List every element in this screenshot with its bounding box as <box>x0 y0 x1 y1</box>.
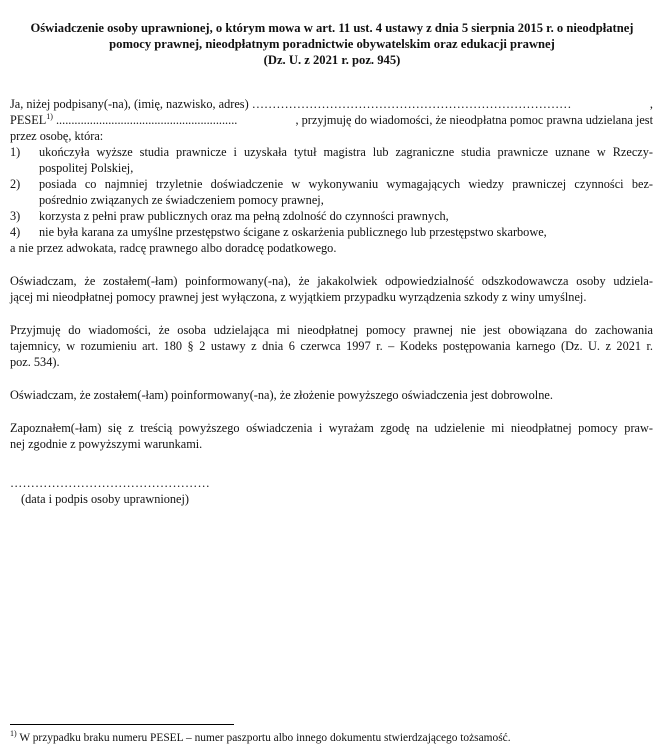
intro-line-3: przez osobę, która: <box>10 129 104 143</box>
liability-paragraph <box>10 273 653 305</box>
condition-line: nie była karana za umyślne przestępstwo ścigane z oskarżenia publicznego lub przestępstwo skarbowe, <box>39 225 547 239</box>
condition-line: pośrednio związanych ze świadczeniem pomocy prawnej, <box>39 193 324 207</box>
condition-text <box>39 144 653 176</box>
footnote-separator <box>10 724 234 725</box>
condition-text <box>39 208 653 224</box>
conditions-tail: a nie przez adwokata, radcę prawnego albo doradcę podatkowego. <box>10 241 337 255</box>
footnote-text: W przypadku braku numeru PESEL – numer paszportu albo innego dokumentu stwierdzającego tożsamość. <box>16 732 511 744</box>
condition-line: korzysta z pełni praw publicznych oraz ma pełną zdolność do czynności prawnych, <box>39 209 449 223</box>
pesel-rest: , przyjmuję do wiadomości, że nieodpłatna pomoc prawna udzielana jest <box>295 113 653 127</box>
condition-item <box>10 208 653 224</box>
signature-dots: ………………………………………… <box>10 476 210 490</box>
paragraph-gap <box>10 305 653 322</box>
paragraph-line: Oświadczam, że zostałem(-łam) poinformowany(-na), że złożenie powyższego oświadczenia jest dobrowolne. <box>10 388 553 402</box>
condition-line: posiada co najmniej trzyletnie doświadczenie w wykonywaniu wymagających wiedzy prawniczej czynności bez- <box>39 177 653 191</box>
condition-text <box>39 224 653 240</box>
confidentiality-paragraph <box>10 322 653 370</box>
signature-caption: (data i podpis osoby uprawnionej) <box>21 492 190 506</box>
paragraph-gap <box>10 256 653 273</box>
paragraph-line: tajemnicy, w rozumieniu art. 180 § 2 ustawy z dnia 6 czerwca 1997 r. – Kodeks postępowania karnego (Dz. U. z 2021 r. <box>10 339 653 353</box>
pesel-dots: ........................................................... <box>55 113 238 127</box>
paragraph-line: nej zgodnie z powyższymi warunkami. <box>10 437 203 451</box>
condition-item <box>10 176 653 208</box>
condition-line: ukończyła wyższe studia prawnicze i uzyskała tytuł magistra lub zagraniczne studia prawnicze uznane w Rzeczy- <box>39 145 653 159</box>
consent-paragraph <box>10 420 653 452</box>
paragraph-line: Oświadczam, że zostałem(-łam) poinformowany(-na), że jakakolwiek odpowiedzialność odszkodowawcza osoby udziela- <box>10 274 653 288</box>
document-body <box>10 96 653 452</box>
paragraph-gap <box>10 370 653 387</box>
footnote-marker: 1) <box>10 729 17 739</box>
paragraph-line: poz. 534). <box>10 355 60 369</box>
condition-number: 2) <box>10 177 21 191</box>
pesel-footnote-ref: 1) <box>46 111 53 121</box>
condition-text <box>39 176 653 208</box>
paragraph-gap <box>10 403 653 420</box>
document-title <box>14 20 650 68</box>
signature-block <box>10 475 210 507</box>
voluntary-paragraph <box>10 387 653 403</box>
declarant-line <box>10 96 653 112</box>
title-line-2: pomocy prawnej, nieodpłatnym poradnictwie obywatelskim oraz edukacji prawnej <box>109 37 555 51</box>
pesel-label: PESEL <box>10 113 47 127</box>
condition-line: pospolitej Polskiej, <box>39 161 134 175</box>
declarant-text: Ja, niżej podpisany(-na), (imię, nazwisko, adres) …………………………………………………………………… <box>10 97 572 111</box>
condition-number: 3) <box>10 209 21 223</box>
paragraph-line: Przyjmuję do wiadomości, że osoba udzielająca mi nieodpłatnej pomocy prawnej nie jest obowiązana do zachowania <box>10 323 653 337</box>
condition-item <box>10 144 653 176</box>
title-line-3: (Dz. U. z 2021 r. poz. 945) <box>263 53 401 67</box>
condition-item <box>10 224 653 240</box>
condition-number: 1) <box>10 145 21 159</box>
pesel-label-group <box>10 112 237 128</box>
pesel-line <box>10 112 653 128</box>
footnote <box>10 731 650 745</box>
condition-number: 4) <box>10 225 21 239</box>
conditions-list <box>10 144 653 240</box>
title-line-1: Oświadczenie osoby uprawnionej, o którym mowa w art. 11 ust. 4 ustawy z dnia 5 sierpnia 2015 r. o nieodpłatnej <box>30 21 634 35</box>
paragraph-line: Zapoznałem(-łam) się z treścią powyższego oświadczenia i wyrażam zgodę na udzielenie mi nieodpłatnej pomocy praw- <box>10 421 653 435</box>
paragraph-line: jącej mi nieodpłatnej pomocy prawnej jest wyłączona, z wyjątkiem przypadku wyrządzenia szkody z winy umyślnej. <box>10 290 587 304</box>
declarant-comma: , <box>649 97 653 111</box>
